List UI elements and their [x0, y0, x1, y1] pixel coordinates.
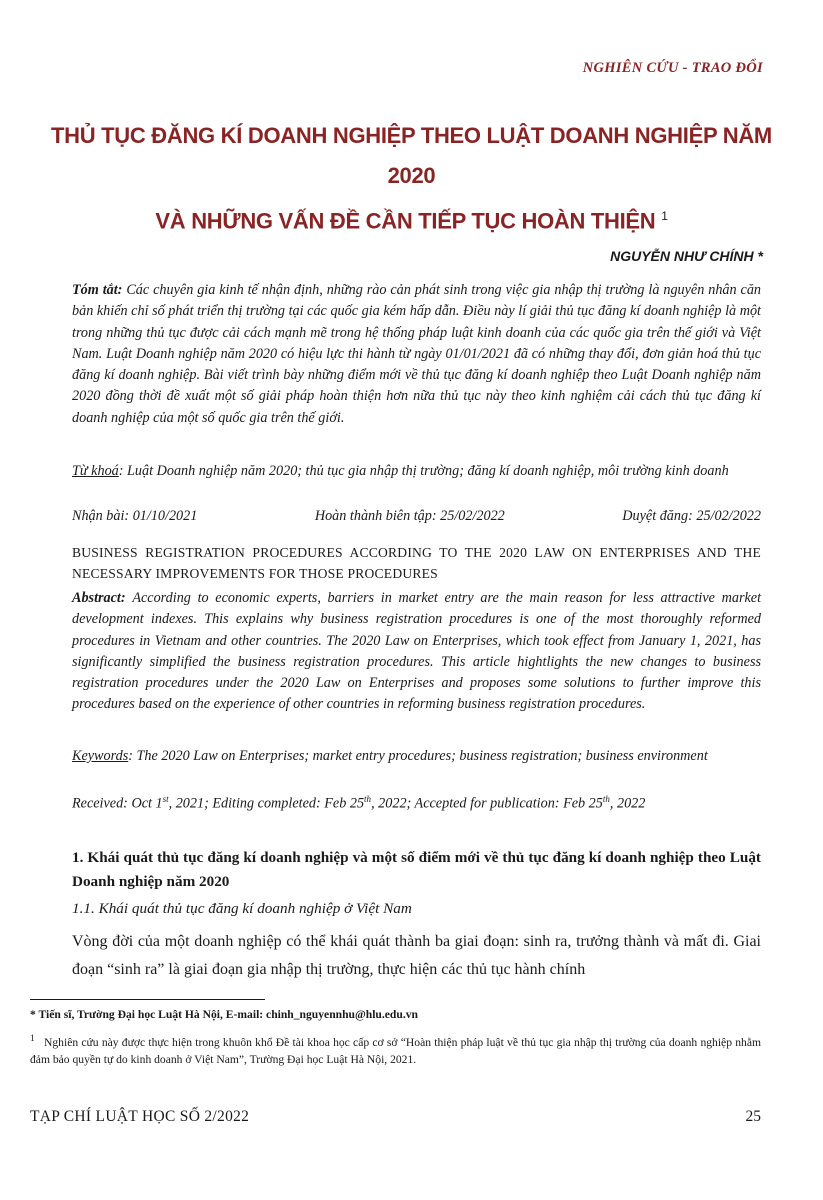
footnote-divider [30, 999, 265, 1000]
footnote-1-text: Nghiên cứu này được thực hiện trong khuôn khổ Đề tài khoa học cấp cơ sở “Hoàn thiện pháp luật về thủ tục gia nhập thị trường của doanh nghiệp nhằm đảm bảo quyền tự do kinh doanh ở Việt Nam”, Trường Đại học Luật Hà Nội, 2021. [30, 1035, 761, 1066]
section-heading: 1. Khái quát thủ tục đăng kí doanh nghiệp và một số điểm mới về thủ tục đăng kí doanh nghiệp theo Luật Doanh nghiệp năm 2020 [72, 849, 761, 890]
abstract-vi-label: Tóm tắt: [72, 282, 123, 298]
footnote-1-number: 1 [30, 1033, 35, 1044]
keywords-vi-label: Từ khoá [72, 463, 119, 479]
dates-english [72, 794, 761, 813]
keywords-vietnamese [72, 461, 761, 482]
article-title [30, 116, 793, 241]
edited-en-sup: th [364, 794, 372, 804]
dates-vietnamese [72, 508, 761, 525]
title-line-2-text: VÀ NHỮNG VẤN ĐỀ CẦN TIẾP TỤC HOÀN THIỆN [155, 208, 656, 234]
keywords-en-text: : The 2020 Law on Enterprises; market entry procedures; business registration; business environment [128, 748, 708, 764]
abstract-vietnamese [72, 280, 761, 429]
accepted-en-sup: th [602, 794, 610, 804]
english-title: BUSINESS REGISTRATION PROCEDURES ACCORDING TO THE 2020 LAW ON ENTERPRISES AND THE NECESSARY IMPROVEMENTS FOR THOSE PROCEDURES [72, 545, 761, 581]
keywords-vi-text: : Luật Doanh nghiệp năm 2020; thủ tục gia nhập thị trường; đăng kí doanh nghiệp, môi trường kinh doanh [118, 463, 729, 479]
title-line-1: THỦ TỤC ĐĂNG KÍ DOANH NGHIỆP THEO LUẬT DOANH NGHIỆP NĂM 2020 [51, 123, 772, 188]
author-footnote: * Tiến sĩ, Trường Đại học Luật Hà Nội, E-mail: chinh_nguyennhu@hlu.edu.vn [30, 1008, 418, 1021]
edited-date-vi: Hoàn thành biên tập: 25/02/2022 [314, 508, 505, 524]
received-en: Received: Oct 1 [72, 795, 163, 812]
received-date-vi: Nhận bài: 01/10/2021 [72, 508, 198, 524]
page-number: 25 [745, 1108, 761, 1125]
keywords-english [72, 746, 761, 767]
section-tag: NGHIÊN CỨU - TRAO ĐỔI [582, 60, 763, 76]
body-paragraph [72, 928, 761, 984]
abstract-en-text: According to economic experts, barriers in market entry are the main reason for less attractive market development indexes. This explains why business registration procedures is one of the most thoroughly reformed procedures in Vietnam and other countries. The 2020 Law on Enterprises, which took effect from January 1, 2021, has significantly simplified the business registration procedures. This article hightlights the new changes to business registration procedures under the 2020 Law on Enterprises and proposes some solutions to further improve this procedures based on the experience of other countries in reforming business registration procedures. [72, 590, 762, 713]
title-line-2 [30, 196, 793, 241]
author-name: NGUYỄN NHƯ CHÍNH * [610, 248, 763, 264]
body-paragraph-text: Vòng đời của một doanh nghiệp có thể khái quát thành ba giai đoạn: sinh ra, trưởng thành và mất đi. Giai đoạn “sinh ra” là giai đoạn gia nhập thị trường, thực hiện các thủ tục hành chính [72, 933, 761, 978]
subsection-heading: 1.1. Khái quát thủ tục đăng kí doanh nghiệp ở Việt Nam [72, 900, 412, 917]
keywords-en-label: Keywords [72, 748, 129, 764]
abstract-en-label: Abstract: [72, 590, 126, 606]
footnote-1 [30, 1030, 761, 1068]
accepted-date-vi: Duyệt đăng: 25/02/2022 [622, 508, 761, 524]
title-footnote-mark: 1 [661, 209, 668, 223]
abstract-vi-text: Các chuyên gia kinh tế nhận định, những rào cản phát sinh trong việc gia nhập thị trường là nguyên nhân căn bản khiến chỉ số phát triển thị trường tại các quốc gia kém hấp dẫn. Điều này lí giải thủ tục đăng kí doanh nghiệp là một trong những thủ tục được cải cách mạnh mẽ trong hệ thống pháp luật kinh doanh của các quốc gia trên thế giới và Việt Nam. Luật Doanh nghiệp năm 2020 có hiệu lực thi hành từ ngày 01/01/2021 đã có những thay đổi, đơn giản hoá thủ tục đăng kí doanh nghiệp. Bài viết trình bày những điểm mới về thủ tục đăng kí doanh nghiệp theo Luật Doanh nghiệp năm 2020 đồng thời đề xuất một số giải pháp hoàn thiện hơn nữa thủ tục này theo kinh nghiệm cải cách thủ tục đăng kí doanh nghiệp của một số quốc gia trên thế giới. [72, 282, 762, 426]
received-en-sup: st [162, 794, 169, 804]
accepted-en: , 2022; Accepted for publication: Feb 25 [371, 795, 603, 812]
dates-en-tail: , 2022 [609, 795, 646, 812]
journal-name: TẠP CHÍ LUẬT HỌC SỐ 2/2022 [30, 1108, 250, 1125]
abstract-english [72, 588, 761, 716]
edited-en: , 2021; Editing completed: Feb 25 [168, 795, 365, 812]
